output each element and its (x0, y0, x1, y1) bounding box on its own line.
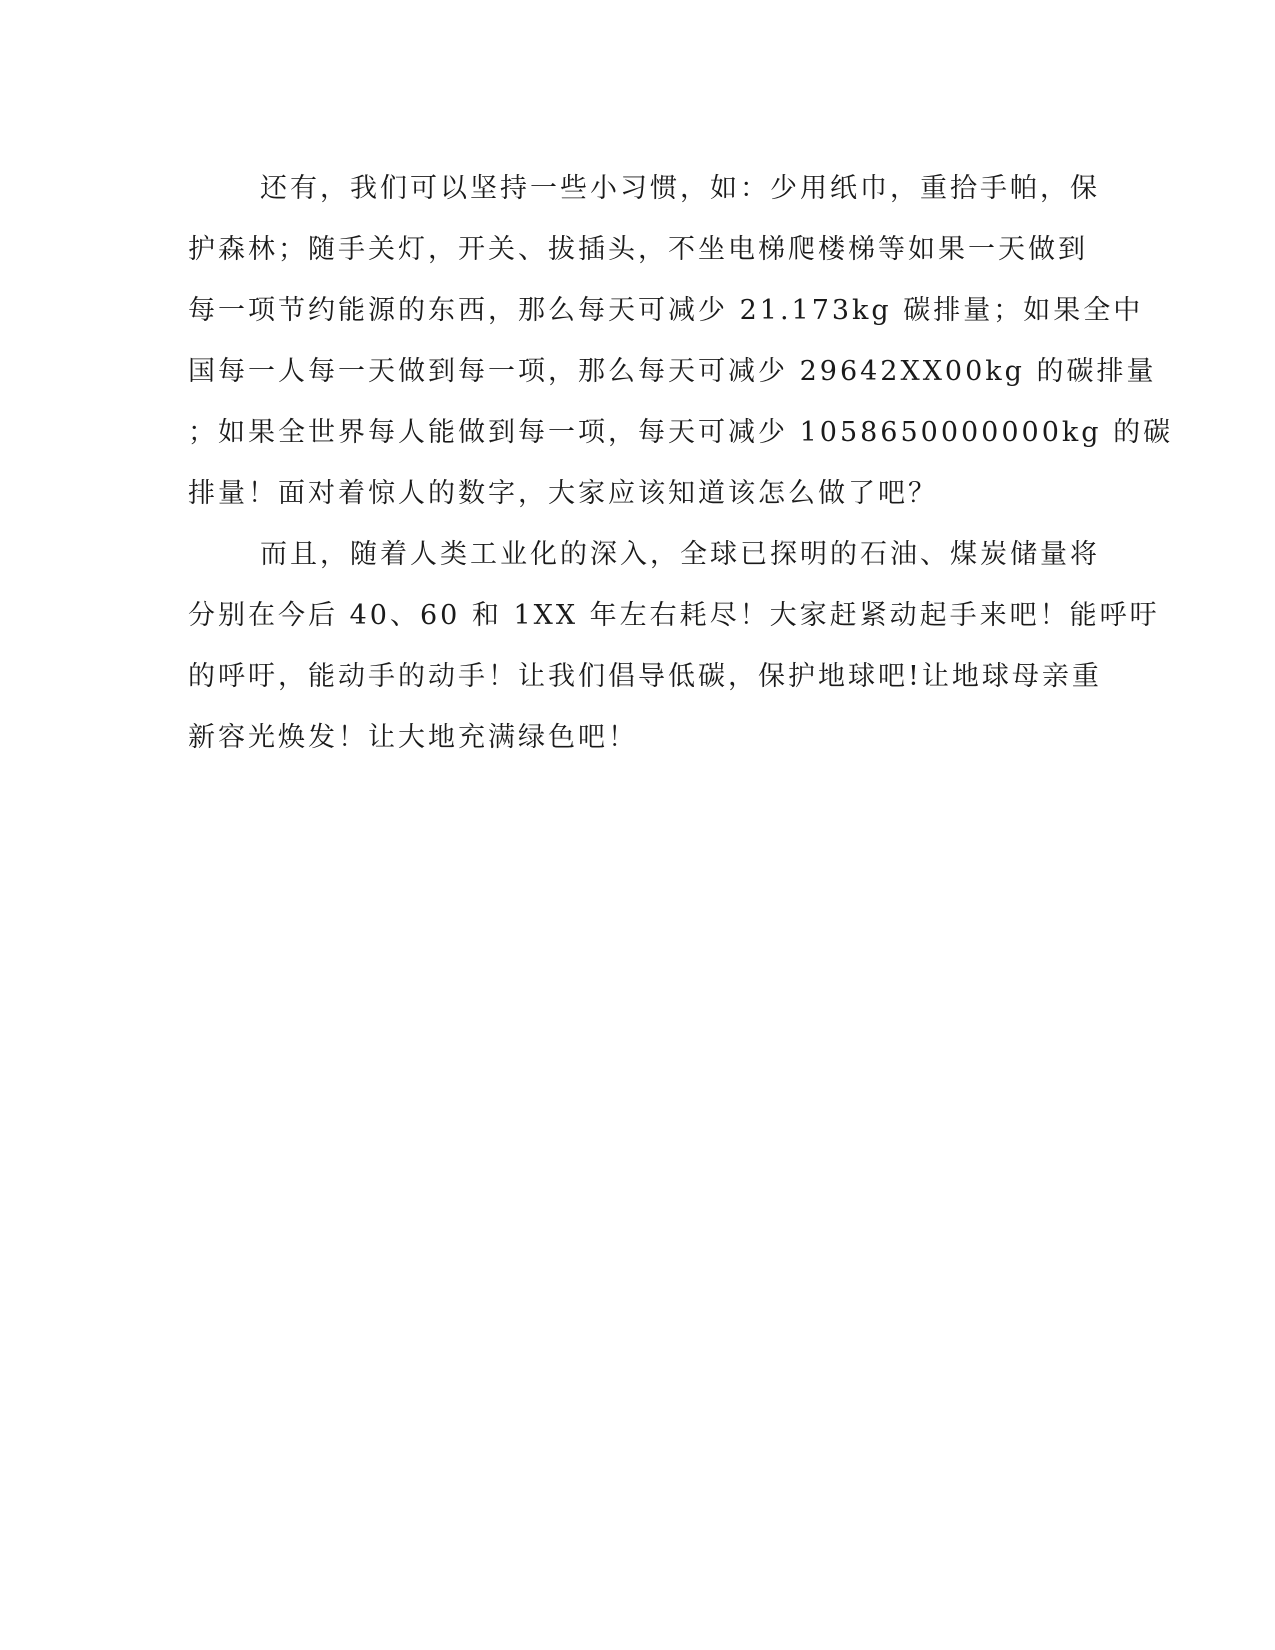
text-line: 每一项节约能源的东西，那么每天可减少 21.173kg 碳排量；如果全中 (188, 295, 1144, 326)
text-line: 排量！面对着惊人的数字，大家应该知道该怎么做了吧？ (188, 478, 938, 509)
text-line: 国每一人每一天做到每一项，那么每天可减少 29642XX00kg 的碳排量 (188, 356, 1157, 387)
text-line: ；如果全世界每人能做到每一项，每天可减少 1058650000000kg 的碳 (188, 417, 1174, 448)
document-body (188, 158, 1174, 768)
paragraph-1 (188, 158, 1174, 524)
text-line: 的呼吁，能动手的动手！让我们倡导低碳，保护地球吧!让地球母亲重 (188, 661, 1102, 692)
paragraph-2 (188, 524, 1160, 768)
text-line: 新容光焕发！让大地充满绿色吧！ (188, 722, 638, 753)
text-line: 护森林；随手关灯，开关、拔插头，不坐电梯爬楼梯等如果一天做到 (188, 234, 1088, 265)
text-line: 还有，我们可以坚持一些小习惯，如：少用纸巾，重拾手帕，保 (260, 173, 1100, 204)
text-line: 分别在今后 40、60 和 1XX 年左右耗尽！大家赶紧动起手来吧！能呼吁 (188, 600, 1160, 631)
text-line: 而且，随着人类工业化的深入，全球已探明的石油、煤炭储量将 (260, 539, 1100, 570)
